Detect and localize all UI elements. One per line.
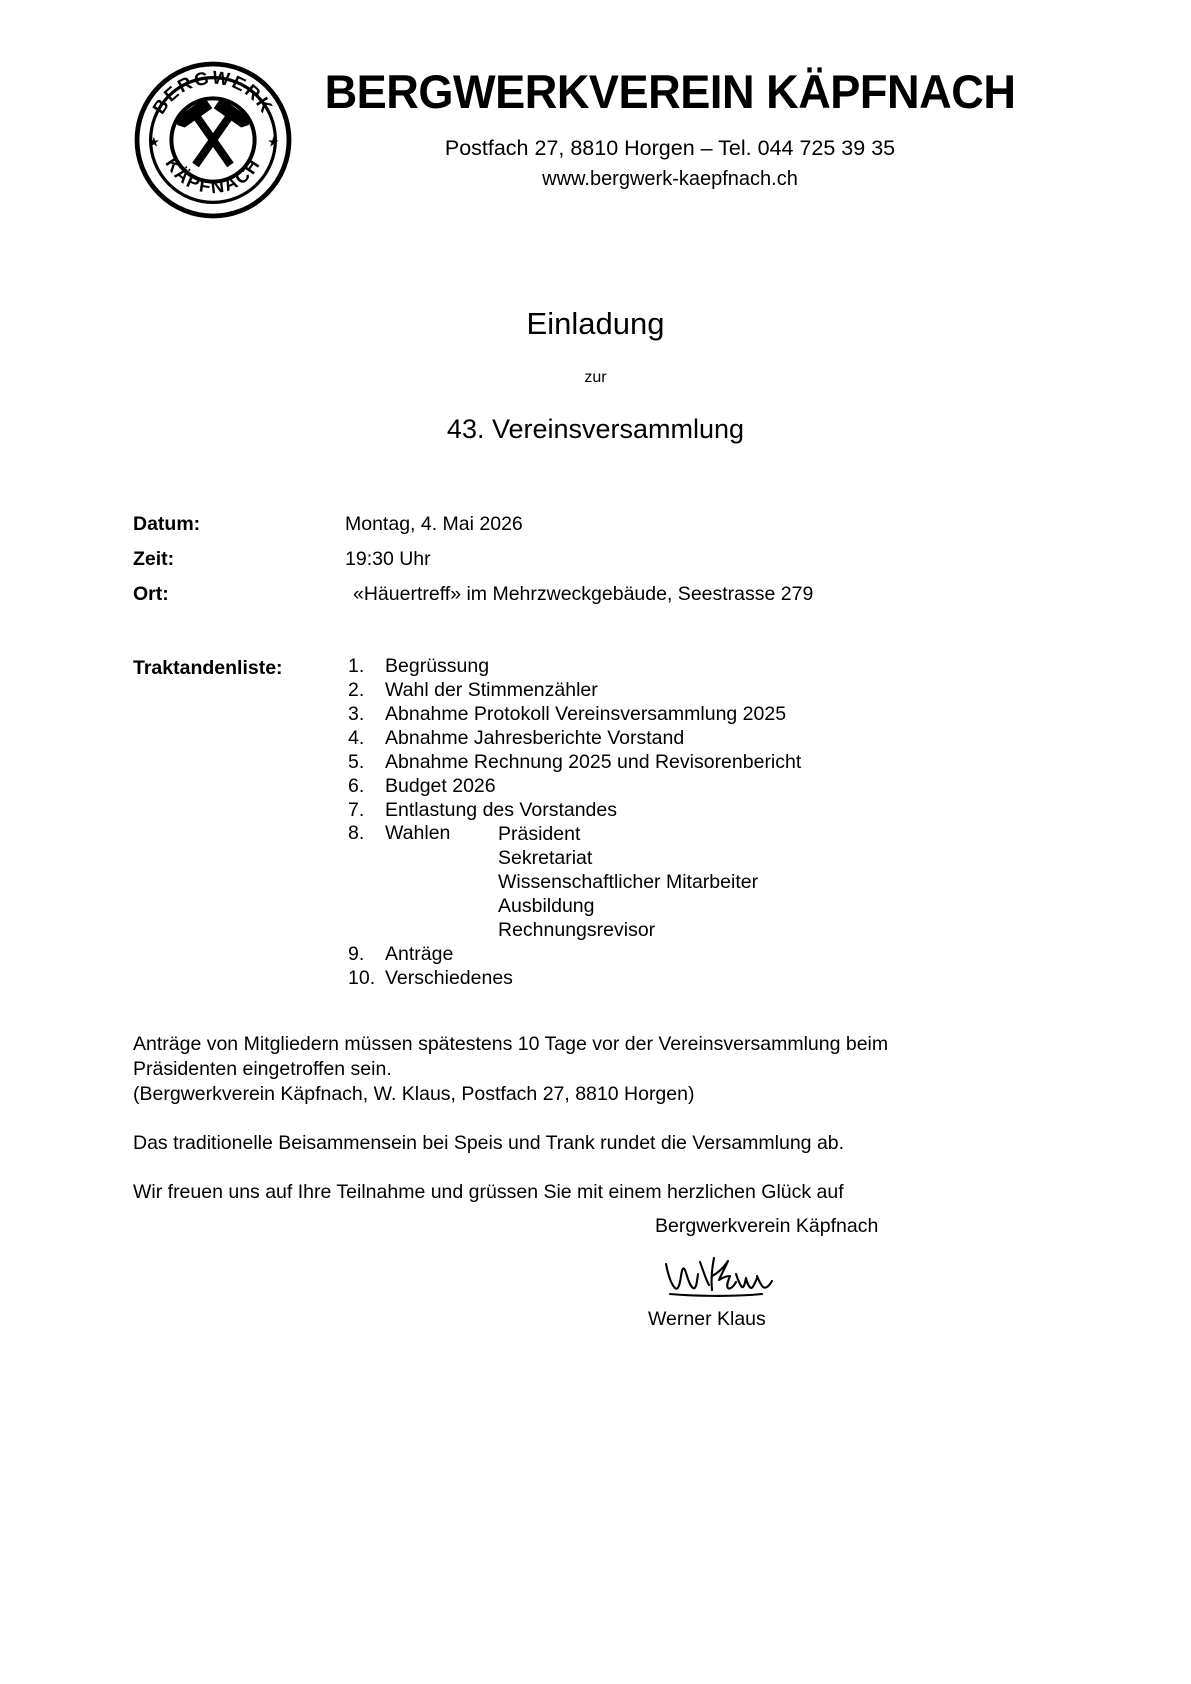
agenda-item-number: 9. xyxy=(348,943,365,965)
wahlen-role: Ausbildung xyxy=(498,895,595,917)
wahlen-role: Sekretariat xyxy=(498,847,593,869)
wahlen-role: Wissenschaftlicher Mitarbeiter xyxy=(498,871,759,893)
agenda-item-number: 5. xyxy=(348,751,365,773)
agenda-item-label: Abnahme Protokoll Vereinsversammlung 2025 xyxy=(385,703,787,725)
agenda-item-label: Begrüssung xyxy=(385,655,490,677)
agenda-item xyxy=(348,678,1093,702)
letterhead xyxy=(0,48,1191,228)
detail-label-ort: Ort: xyxy=(133,583,169,605)
paragraph-beisammensein: Das traditionelle Beisammensein bei Speis und Trank rundet die Versammlung ab. xyxy=(133,1132,845,1154)
agenda-item-label: Entlastung des Vorstandes xyxy=(385,799,617,821)
wahlen-role: Präsident xyxy=(498,823,581,845)
organization-name: BERGWERKVEREIN KÄPFNACH xyxy=(324,65,1016,118)
agenda-item-number: 10. xyxy=(348,967,376,989)
agenda-item-label: Anträge xyxy=(385,943,454,965)
organization-address: Postfach 27, 8810 Horgen – Tel. 044 725 39 35 xyxy=(444,136,896,160)
agenda-item xyxy=(348,726,1093,750)
agenda-item-label: Verschiedenes xyxy=(385,967,513,989)
event-details xyxy=(133,513,1033,618)
svg-text:KÄPFNACH: KÄPFNACH xyxy=(161,153,265,198)
detail-value-ort: «Häuertreff» im Mehrzweckgebäude, Seestrasse 279 xyxy=(353,583,814,605)
meeting-title: 43. Vereinsversammlung xyxy=(446,414,745,445)
svg-text:★: ★ xyxy=(267,134,280,150)
agenda-item-label: Abnahme Jahresberichte Vorstand xyxy=(385,727,685,749)
agenda-item-number: 8. xyxy=(348,822,365,844)
handwritten-signature-icon xyxy=(662,1254,777,1302)
paragraph-antraege-line2: Präsidenten eingetroffen sein. xyxy=(133,1058,392,1080)
agenda-item-label: Budget 2026 xyxy=(385,775,496,797)
page-title: Einladung xyxy=(526,306,665,341)
agenda-item-number: 2. xyxy=(348,679,365,701)
agenda-label: Traktandenliste: xyxy=(133,657,283,679)
paragraph-gruss: Wir freuen uns auf Ihre Teilnahme und grüssen Sie mit einem herzlichen Glück auf xyxy=(133,1181,844,1203)
signature-block xyxy=(600,1215,1020,1331)
svg-text:BERGWERK: BERGWERK xyxy=(147,66,279,118)
agenda-item-number: 6. xyxy=(348,775,365,797)
detail-label-datum: Datum: xyxy=(133,513,201,535)
detail-row-datum xyxy=(133,513,1033,548)
detail-row-ort xyxy=(133,583,1033,618)
agenda-item-label: Wahlen xyxy=(385,822,451,844)
title-connector: zur xyxy=(584,369,607,387)
agenda-item xyxy=(348,774,1093,798)
organization-website: www.bergwerk-kaepfnach.ch xyxy=(542,168,798,190)
agenda-item xyxy=(348,750,1093,774)
agenda-section xyxy=(133,654,1093,990)
agenda-item-number: 7. xyxy=(348,799,365,821)
agenda-item-label: Wahl der Stimmenzähler xyxy=(385,679,598,701)
agenda-item xyxy=(348,702,1093,726)
agenda-item-wahlen xyxy=(348,822,1093,942)
wahlen-role: Rechnungsrevisor xyxy=(498,919,656,941)
agenda-wahlen-roles xyxy=(498,822,758,942)
agenda-item xyxy=(348,654,1093,678)
paragraph-antraege-line1: Anträge von Mitgliedern müssen spätestens 10 Tage vor der Vereinsversammlung beim xyxy=(133,1033,889,1055)
detail-value-datum: Montag, 4. Mai 2026 xyxy=(345,513,523,535)
agenda-item-label: Abnahme Rechnung 2025 und Revisorenbericht xyxy=(385,751,802,773)
svg-text:★: ★ xyxy=(147,134,160,150)
body-paragraphs xyxy=(133,1032,938,1229)
agenda-item-number: 3. xyxy=(348,703,365,725)
detail-row-zeit xyxy=(133,548,1033,583)
detail-label-zeit: Zeit: xyxy=(133,548,175,570)
agenda-item-number: 1. xyxy=(348,655,365,677)
agenda-item xyxy=(348,798,1093,822)
detail-value-zeit: 19:30 Uhr xyxy=(345,548,431,570)
title-block xyxy=(0,305,1191,446)
agenda-list xyxy=(348,654,1093,990)
signature-name: Werner Klaus xyxy=(648,1308,766,1330)
agenda-item xyxy=(348,966,1093,990)
agenda-item-number: 4. xyxy=(348,727,365,749)
agenda-item xyxy=(348,942,1093,966)
bergwerk-kaepfnach-seal-icon xyxy=(133,60,293,220)
paragraph-antraege-line3: (Bergwerkverein Käpfnach, W. Klaus, Postfach 27, 8810 Horgen) xyxy=(133,1083,695,1105)
signature-organization: Bergwerkverein Käpfnach xyxy=(655,1215,879,1237)
paragraph-antraege xyxy=(133,1032,938,1107)
